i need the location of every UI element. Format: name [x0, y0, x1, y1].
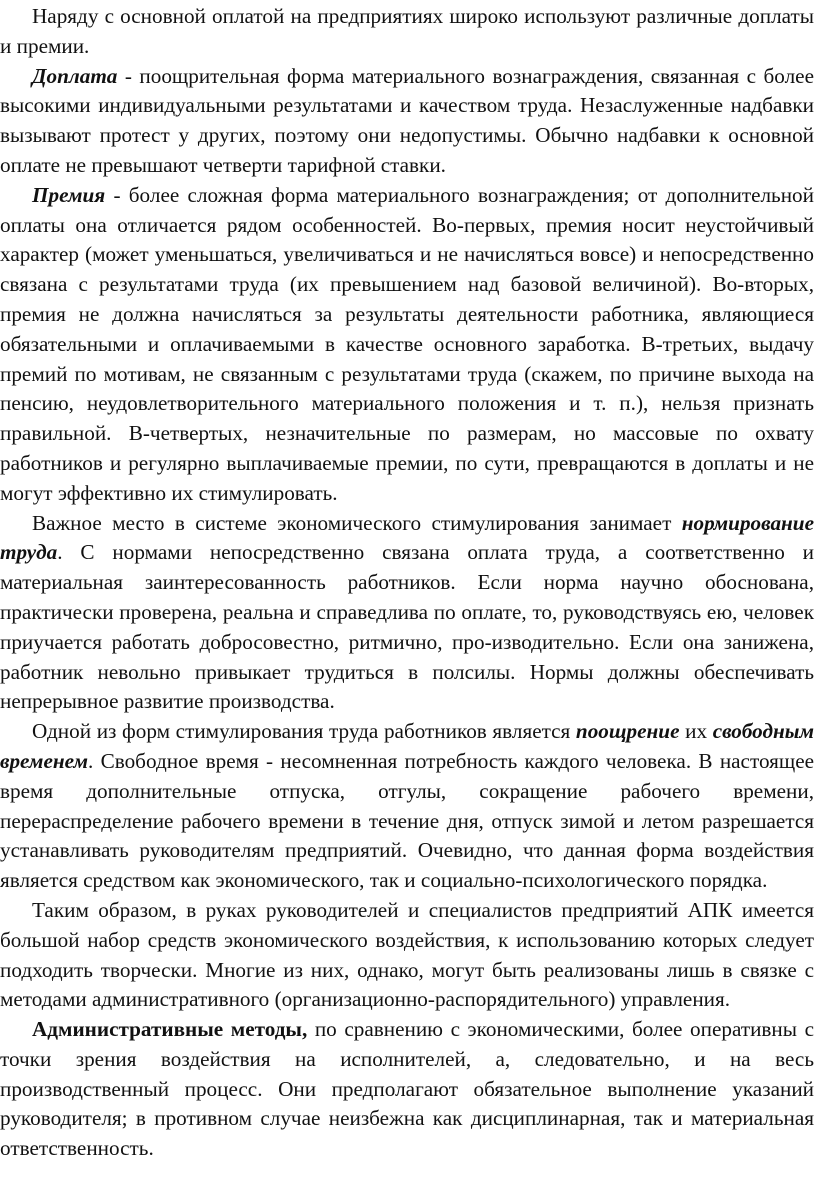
- paragraph-pooshchrenie-text: . Свободное время - несомненная потребность каждого человека. В настоящее время дополнительные отпуска, отгулы, сокращение рабочего времени, перераспределение рабочего времени в течение дня, отпуск зимой и летом разрешается устанавливать руководителям предприятий. Очевидно, что данная форма воздействия является средством как экономического, так и социально-психологического порядка.: [0, 748, 814, 893]
- paragraph-intro: [0, 2, 814, 62]
- paragraph-conclusion: [0, 896, 814, 1015]
- paragraph-admin-methods-text: по сравнению с экономическими, более оперативны с точки зрения воздействия на исполнителей, а, следовательно, и на весь производственный процесс. Они предполагают обязательное выполнение указаний руководителя; в противном случае неизбежна как дисциплинарная, так и материальная ответственность.: [0, 1017, 814, 1161]
- term-admin-methods: Административные методы,: [32, 1017, 308, 1042]
- term-doplata: Доплата: [32, 63, 118, 88]
- document-page: [0, 2, 814, 1164]
- paragraph-intro-text: Наряду с основной оплатой на предприятиях широко используют различные доплаты и премии.: [0, 4, 814, 58]
- term-pooshchrenie: поощрение: [575, 719, 680, 744]
- paragraph-normirovanie-text: . С нормами непосредственно связана оплата труда, а соответственно и материальная заинтересованность работников. Если норма научно обоснована, практически проверена, реальна и справедлива по оплате, то, руководствуясь ею, человек приучается работать добросовестно, ритмично, про-изводительно. Если она занижена, работник невольно привыкает трудиться в полсилы. Нормы должны обеспечивать непрерывное развитие производства.: [0, 540, 814, 714]
- paragraph-normirovanie-lead: Важное место в системе экономического стимулирования занимает: [32, 510, 682, 535]
- term-normirovanie-truda: нормирование труда: [0, 510, 814, 565]
- paragraph-premiya: [0, 181, 814, 509]
- paragraph-pooshchrenie-lead: Одной из форм стимулирования труда работников является: [32, 719, 576, 744]
- paragraph-doplata-text: - поощрительная форма материального вознаграждения, связанная с более высокими индивидуальными результатами и качеством труда. Незаслуженные надбавки вызывают протест у других, поэтому они недопустимы. Обычно надбавки к основной оплате не превышают четверти тарифной ставки.: [0, 63, 814, 177]
- paragraph-pooshchrenie-between: их: [679, 719, 713, 744]
- paragraph-admin-methods: [0, 1015, 814, 1164]
- paragraph-conclusion-text: Таким образом, в руках руководителей и специалистов предприятий АПК имеется большой набор средств экономического воздействия, к использованию которых следует подходить творчески. Многие из них, однако, могут быть реализованы лишь в связке с методами административного (организационно-распорядительного) управления.: [0, 897, 814, 1012]
- paragraph-doplata: [0, 62, 814, 181]
- paragraph-premiya-text: - более сложная форма материального вознаграждения; от дополнительной оплаты она отличается рядом особенностей. Во-первых, премия носит неустойчивый характер (может уменьшаться, увеличиваться и не начисляться вовсе) и непосредственно связана с результатами труда (их превышением над базовой величиной). Во-вторых, премия не должна начисляться за результаты деятельности работника, являющиеся обязательными и оплачиваемыми в качестве основного заработка. В-третьих, выдачу премий по мотивам, не связанным с результатами труда (скажем, по причине выхода на пенсию, неудовлетворительного материального положения и т. п.), нельзя признать правильной. В-четвертых, незначительные по размерам, но массовые по охвату работников и регулярно выплачиваемые премии, по сути, превращаются в доплаты и не могут эффективно их стимулировать.: [0, 182, 814, 505]
- paragraph-normirovanie: [0, 509, 814, 718]
- term-svobodnoe-vremya: свободным временем: [0, 719, 814, 773]
- paragraph-pooshchrenie: [0, 717, 814, 896]
- term-premiya: Премия: [32, 182, 106, 207]
